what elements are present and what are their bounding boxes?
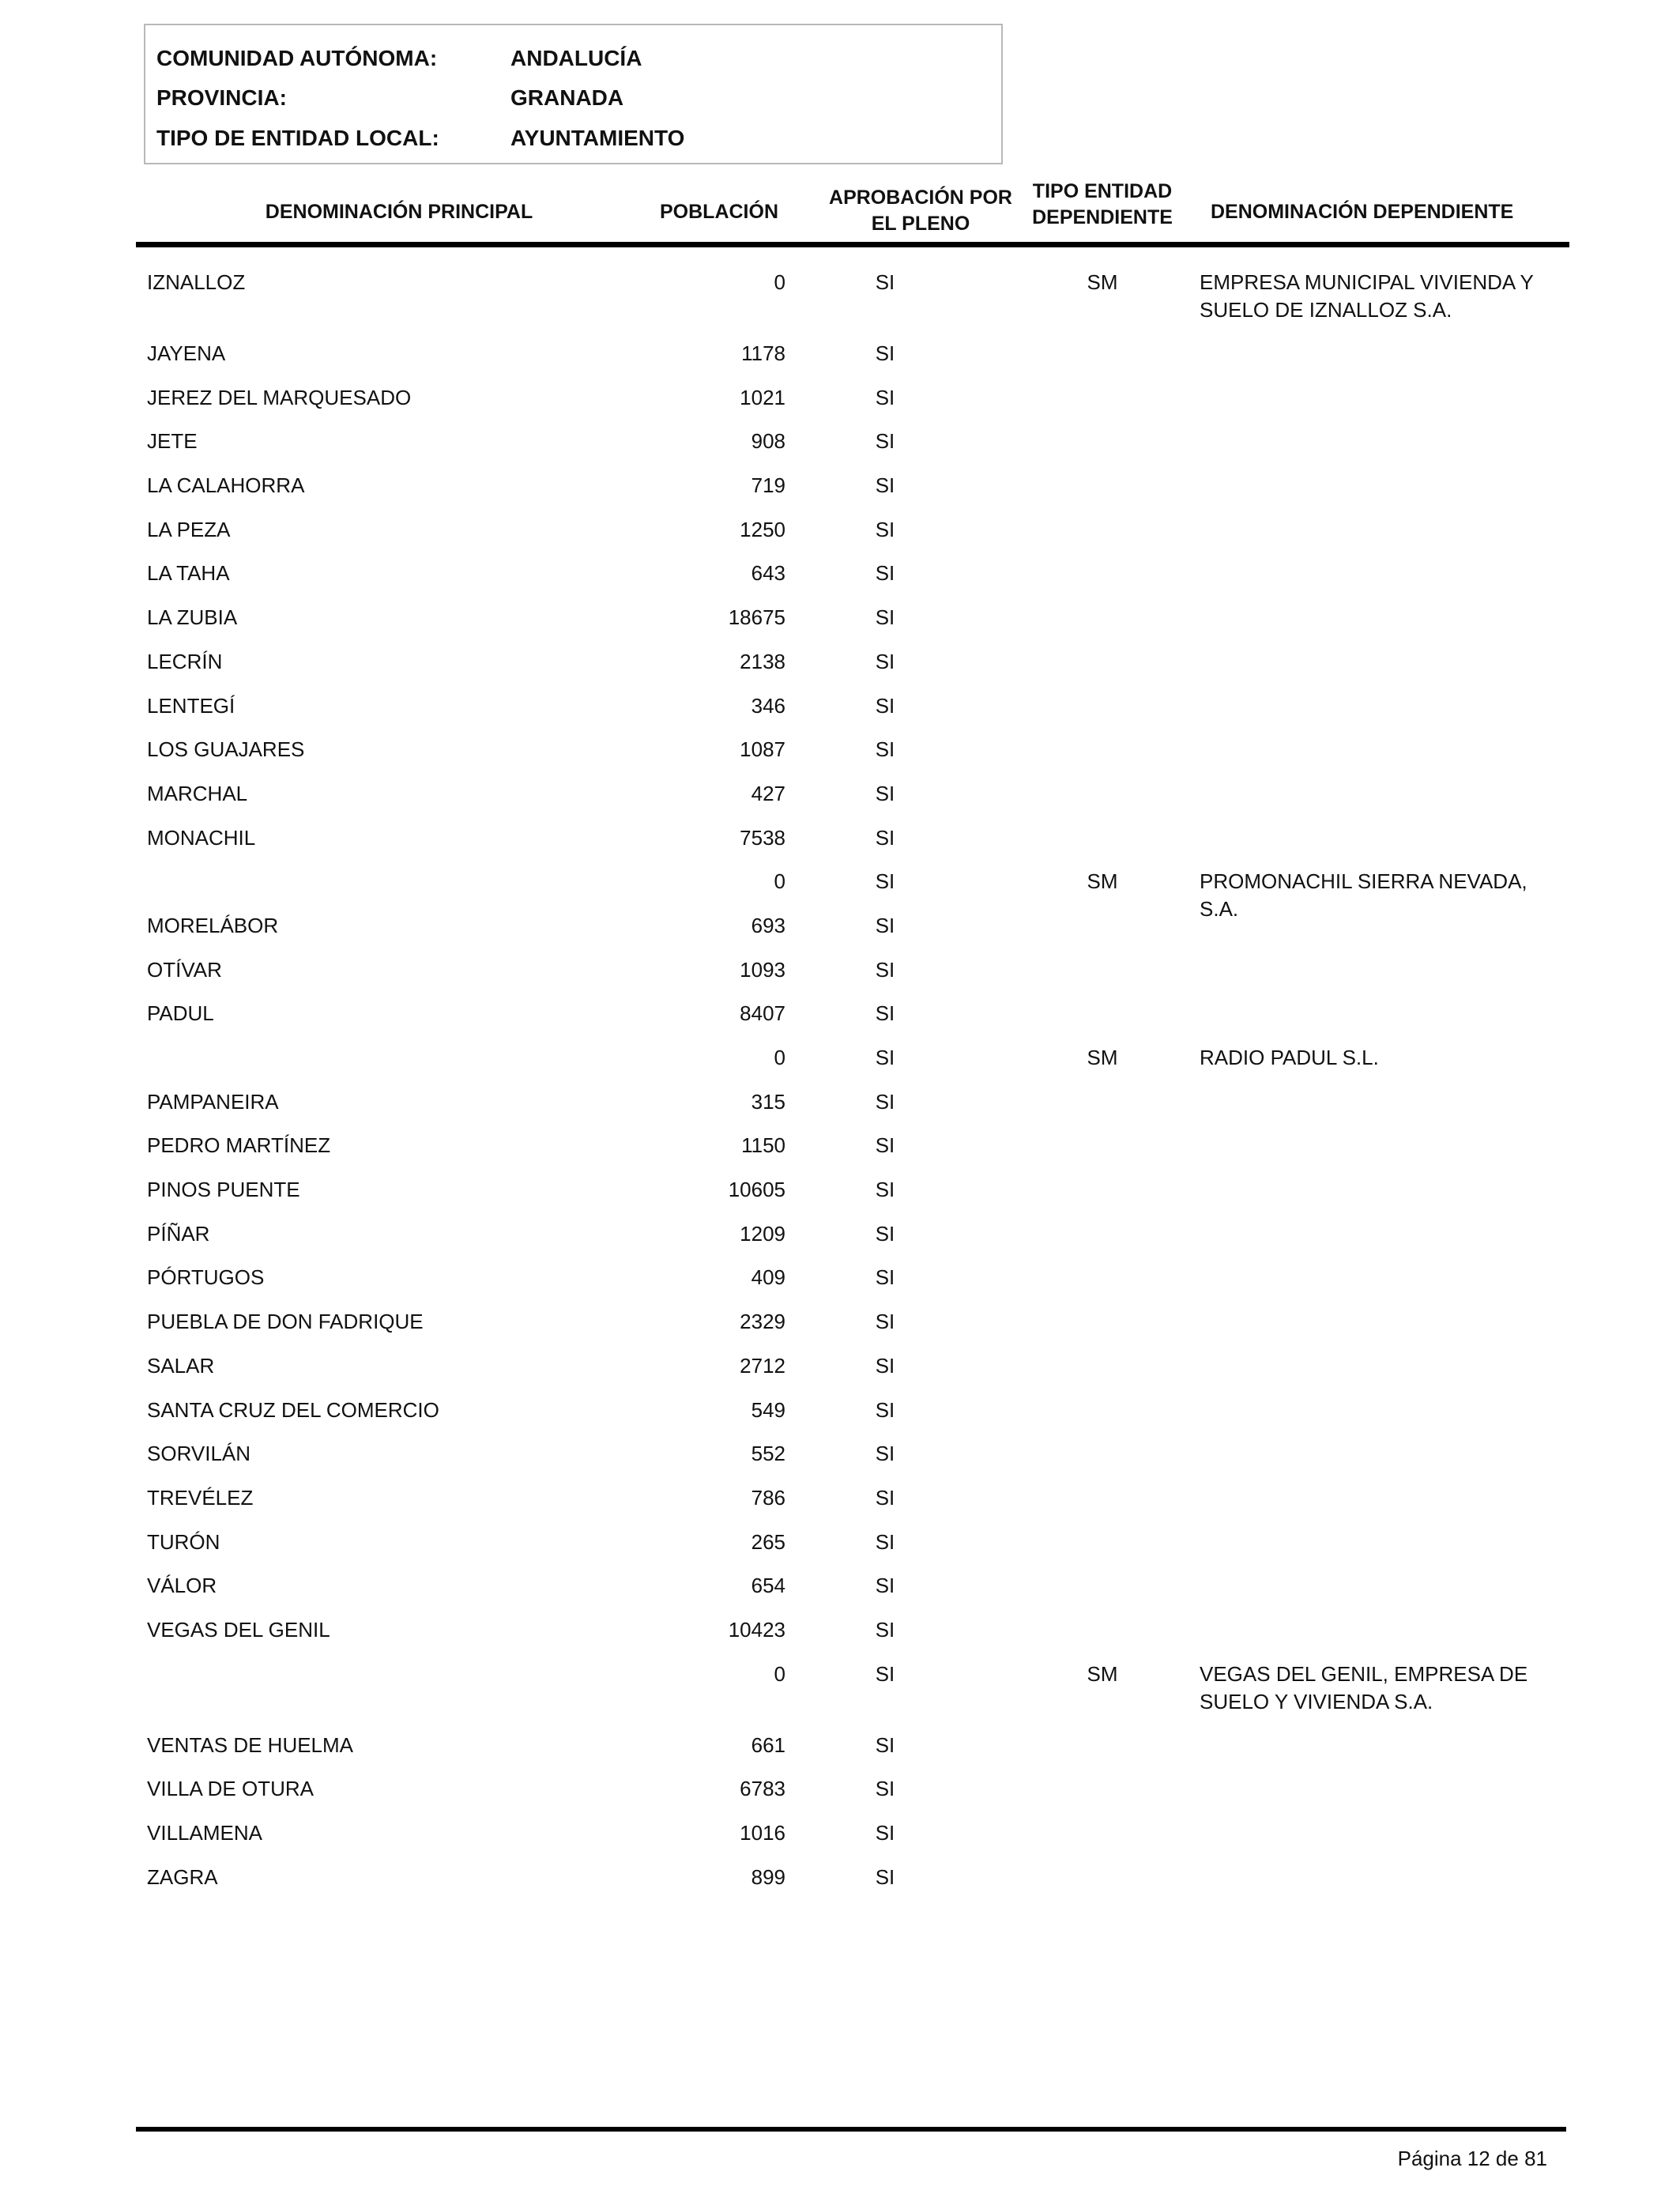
cell-poblacion: 427 [751,781,785,805]
cell-poblacion: 8407 [740,1001,785,1026]
cell-poblacion: 346 [751,693,785,718]
cell-aprobacion: SI [875,649,895,673]
cell-aprobacion: SI [875,1397,895,1422]
cell-tipo-entidad: SM [1087,270,1118,294]
table-row [0,472,1680,516]
cell-poblacion: 265 [751,1529,785,1554]
cell-denominacion: LA CALAHORRA [147,473,305,498]
cell-denominacion: LECRÍN [147,649,223,673]
table-row [0,1132,1680,1176]
cell-poblacion: 1209 [740,1221,785,1246]
cell-tipo-entidad: SM [1087,1661,1118,1686]
cell-aprobacion: SI [875,1221,895,1246]
cell-denominacion: IZNALLOZ [147,270,246,294]
header-denominacion-principal: DENOMINACIÓN PRINCIPAL [265,201,533,223]
cell-denominacion-dependiente: PROMONACHIL SIERRA NEVADA, S.A. [1200,869,1527,922]
cell-aprobacion: SI [875,781,895,805]
cell-aprobacion: SI [875,1310,895,1334]
cell-poblacion: 6783 [740,1777,785,1801]
cell-denominacion: PÓRTUGOS [147,1265,265,1290]
comunidad-value: ANDALUCÍA [510,46,642,70]
cell-denominacion: ZAGRA [147,1864,218,1889]
table-row [0,1661,1680,1732]
cell-denominacion: SORVILÁN [147,1442,251,1466]
cell-poblacion: 315 [751,1089,785,1114]
cell-poblacion: 0 [774,270,785,294]
cell-poblacion: 1093 [740,957,785,982]
cell-poblacion: 654 [751,1574,785,1598]
table-row [0,516,1680,560]
table-row [0,604,1680,648]
cell-poblacion: 18675 [728,605,785,630]
footer-rule [136,2127,1566,2132]
cell-denominacion: VEGAS DEL GENIL [147,1617,330,1642]
cell-aprobacion: SI [875,913,895,937]
cell-poblacion: 10423 [728,1617,785,1642]
cell-aprobacion: SI [875,869,895,894]
table-row [0,1176,1680,1220]
cell-aprobacion: SI [875,1046,895,1069]
cell-aprobacion: SI [875,1777,895,1801]
table-body [0,269,1680,1907]
cell-poblacion: 7538 [740,825,785,850]
cell-aprobacion: SI [875,429,895,454]
comunidad-label: COMUNIDAD AUTÓNOMA: [156,46,438,70]
cell-denominacion: PEDRO MARTÍNEZ [147,1133,331,1158]
cell-aprobacion: SI [875,473,895,498]
cell-poblacion: 552 [751,1442,785,1466]
header-aprobacion-line2: EL PLENO [871,213,970,235]
cell-denominacion: MARCHAL [147,781,248,805]
page-number: Página 12 de 81 [1397,2147,1547,2170]
table-row [0,269,1680,340]
cell-denominacion: VILLA DE OTURA [147,1777,314,1801]
header-rule [136,242,1569,247]
cell-aprobacion: SI [875,1133,895,1158]
cell-aprobacion: SI [875,737,895,762]
cell-denominacion: LA ZUBIA [147,605,238,630]
cell-poblacion: 908 [751,429,785,454]
cell-aprobacion: SI [875,693,895,718]
table-row [0,1397,1680,1441]
cell-denominacion: LA PEZA [147,517,231,541]
table-row [0,868,1680,922]
table-row [0,780,1680,824]
cell-aprobacion: SI [875,341,895,365]
cell-denominacion: PINOS PUENTE [147,1178,300,1202]
cell-poblacion: 2712 [740,1353,785,1378]
cell-denominacion: PADUL [147,1001,214,1026]
header-tipo-line2: DEPENDIENTE [1032,206,1173,228]
table-row [0,428,1680,472]
header-poblacion: POBLACIÓN [660,201,778,223]
cell-poblacion: 643 [751,561,785,586]
table-row [0,1484,1680,1529]
cell-poblacion: 661 [751,1732,785,1757]
table-row [0,560,1680,604]
header-aprobacion-line1: APROBACIÓN POR [829,187,1012,209]
cell-aprobacion: SI [875,517,895,541]
cell-aprobacion: SI [875,1089,895,1114]
table-row [0,340,1680,384]
cell-poblacion: 2138 [740,649,785,673]
cell-aprobacion: SI [875,957,895,982]
cell-denominacion: VÁLOR [147,1574,217,1598]
cell-poblacion: 786 [751,1485,785,1510]
table-row [0,1000,1680,1044]
cell-aprobacion: SI [875,1353,895,1378]
cell-poblacion: 693 [751,913,785,937]
table-row [0,1819,1680,1864]
cell-denominacion: PUEBLA DE DON FADRIQUE [147,1310,424,1334]
cell-aprobacion: SI [875,1864,895,1889]
cell-denominacion-dependiente: RADIO PADUL S.L. [1200,1046,1379,1069]
cell-poblacion: 719 [751,473,785,498]
cell-poblacion: 1150 [741,1133,785,1158]
cell-poblacion: 1087 [740,737,785,762]
header-aprobacion [822,185,1019,237]
cell-aprobacion: SI [875,1485,895,1510]
table-header [0,174,1680,242]
cell-aprobacion: SI [875,1178,895,1202]
cell-denominacion: SANTA CRUZ DEL COMERCIO [147,1397,439,1422]
cell-aprobacion: SI [875,1442,895,1466]
cell-aprobacion: SI [875,825,895,850]
tipo-entidad-label: TIPO DE ENTIDAD LOCAL: [156,126,439,150]
cell-denominacion: MORELÁBOR [147,913,279,937]
table-row [0,384,1680,428]
cell-denominacion-dependiente: VEGAS DEL GENIL, EMPRESA DE SUELO Y VIVIENDA S.A. [1200,1661,1528,1713]
header-tipo-entidad [1027,179,1177,231]
cell-denominacion: VILLAMENA [147,1821,262,1845]
cell-denominacion: LA TAHA [147,561,230,586]
cell-aprobacion: SI [875,605,895,630]
cell-poblacion: 1178 [741,341,785,365]
table-row [0,912,1680,956]
cell-aprobacion: SI [875,1265,895,1290]
cell-denominacion-dependiente: EMPRESA MUNICIPAL VIVIENDA Y SUELO DE IZNALLOZ S.A. [1200,270,1534,322]
cell-poblacion: 0 [774,1046,785,1069]
table-row [0,824,1680,869]
cell-denominacion: PÍÑAR [147,1221,210,1246]
cell-aprobacion: SI [875,561,895,586]
cell-poblacion: 1016 [740,1821,785,1845]
table-row [0,736,1680,780]
provincia-label: PROVINCIA: [156,85,287,110]
cell-poblacion: 899 [751,1864,785,1889]
table-row [0,1864,1680,1908]
table-row [0,1732,1680,1776]
table-row [0,1088,1680,1133]
cell-aprobacion: SI [875,1821,895,1845]
table-row [0,692,1680,737]
cell-denominacion: PAMPANEIRA [147,1089,279,1114]
provincia-value: GRANADA [510,85,624,110]
tipo-entidad-value: AYUNTAMIENTO [510,126,685,150]
cell-poblacion: 549 [751,1397,785,1422]
header-denominacion-dependiente: DENOMINACIÓN DEPENDIENTE [1211,201,1514,223]
cell-poblacion: 1021 [740,385,785,409]
table-row [0,1044,1680,1088]
cell-poblacion: 409 [751,1265,785,1290]
cell-denominacion: SALAR [147,1353,215,1378]
cell-denominacion: LOS GUAJARES [147,737,305,762]
table-row [0,1616,1680,1661]
cell-aprobacion: SI [875,1574,895,1598]
cell-aprobacion: SI [875,1661,895,1686]
header-tipo-line1: TIPO ENTIDAD [1032,180,1173,202]
cell-denominacion: JETE [147,429,198,454]
cell-denominacion: LENTEGÍ [147,693,235,718]
table-row [0,1220,1680,1265]
cell-aprobacion: SI [875,1732,895,1757]
cell-aprobacion: SI [875,1001,895,1026]
entity-info-box [144,24,1003,164]
cell-denominacion: JEREZ DEL MARQUESADO [147,385,412,409]
cell-denominacion: JAYENA [147,341,226,365]
cell-tipo-entidad: SM [1087,1046,1118,1069]
cell-tipo-entidad: SM [1087,869,1118,894]
table-row [0,956,1680,1001]
cell-denominacion: OTÍVAR [147,957,222,982]
cell-poblacion: 10605 [728,1178,785,1202]
table-row [0,1352,1680,1397]
cell-poblacion: 2329 [740,1310,785,1334]
table-row [0,1529,1680,1573]
cell-denominacion: VENTAS DE HUELMA [147,1732,354,1757]
cell-denominacion: TREVÉLEZ [147,1485,254,1510]
table-row [0,1264,1680,1308]
table-row [0,1308,1680,1352]
cell-aprobacion: SI [875,1529,895,1554]
table-row [0,1775,1680,1819]
table-row [0,648,1680,692]
cell-aprobacion: SI [875,385,895,409]
table-row [0,1572,1680,1616]
cell-aprobacion: SI [875,270,895,294]
cell-denominacion: TURÓN [147,1529,220,1554]
cell-poblacion: 0 [774,869,785,894]
cell-poblacion: 1250 [740,517,785,541]
cell-denominacion: MONACHIL [147,825,256,850]
cell-poblacion: 0 [774,1661,785,1686]
table-row [0,1440,1680,1484]
cell-aprobacion: SI [875,1617,895,1642]
